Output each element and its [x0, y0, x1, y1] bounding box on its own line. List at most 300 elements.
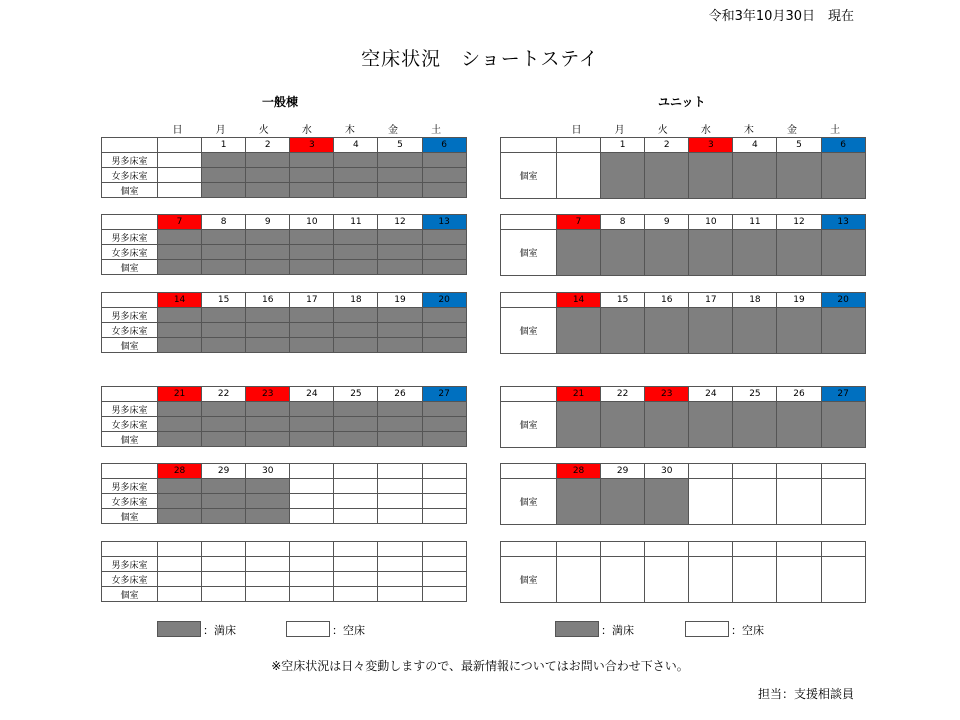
occupancy-cell-full — [422, 432, 466, 447]
calendar-week-general-3 — [101, 292, 467, 353]
date-cell: 22 — [601, 387, 645, 402]
corner-cell — [102, 215, 158, 230]
occupancy-cell-full — [777, 402, 821, 448]
occupancy-cell-full — [689, 153, 733, 199]
weekday-label: 水 — [301, 125, 312, 136]
occupancy-cell-vacant — [158, 168, 202, 183]
occupancy-cell-full — [246, 153, 290, 168]
corner-cell — [501, 387, 557, 402]
as-of-date: 令和3年10月30日 現在 — [708, 9, 854, 24]
occupancy-cell-full — [334, 417, 378, 432]
date-cell: 5 — [378, 138, 422, 153]
occupancy-cell-full — [378, 260, 422, 275]
occupancy-cell-vacant — [777, 557, 821, 603]
occupancy-cell-full — [246, 494, 290, 509]
date-cell: 1 — [202, 138, 246, 153]
occupancy-cell-full — [601, 308, 645, 354]
date-cell — [777, 542, 821, 557]
occupancy-cell-full — [334, 308, 378, 323]
occupancy-cell-full — [422, 338, 466, 353]
date-cell: 29 — [202, 464, 246, 479]
occupancy-cell-full — [290, 153, 334, 168]
date-cell: 18 — [334, 293, 378, 308]
corner-cell — [102, 138, 158, 153]
occupancy-cell-full — [557, 402, 601, 448]
occupancy-cell-full — [290, 168, 334, 183]
room-type-label: 個室 — [102, 260, 158, 275]
occupancy-cell-full — [689, 402, 733, 448]
date-cell: 29 — [601, 464, 645, 479]
occupancy-cell-full — [557, 308, 601, 354]
occupancy-cell-vacant — [557, 153, 601, 199]
date-cell: 14 — [158, 293, 202, 308]
occupancy-cell-vacant — [378, 509, 422, 524]
occupancy-cell-full — [334, 168, 378, 183]
weekday-label: 月 — [614, 125, 625, 136]
occupancy-cell-full — [645, 230, 689, 276]
corner-cell — [501, 215, 557, 230]
occupancy-cell-full — [246, 245, 290, 260]
date-cell: 28 — [557, 464, 601, 479]
occupancy-cell-full — [334, 338, 378, 353]
corner-cell — [102, 387, 158, 402]
occupancy-cell-full — [557, 230, 601, 276]
occupancy-cell-full — [334, 183, 378, 198]
calendar-week-general-6 — [101, 541, 467, 602]
weekday-label: 木 — [743, 125, 754, 136]
occupancy-cell-vacant — [246, 557, 290, 572]
weekday-label: 火 — [657, 125, 668, 136]
date-cell: 22 — [202, 387, 246, 402]
weekday-label: 土 — [830, 125, 841, 136]
occupancy-cell-full — [422, 417, 466, 432]
occupancy-cell-vacant — [290, 494, 334, 509]
date-cell: 28 — [158, 464, 202, 479]
occupancy-cell-vacant — [158, 572, 202, 587]
date-cell — [733, 464, 777, 479]
room-type-label: 男多床室 — [102, 479, 158, 494]
occupancy-cell-full — [422, 168, 466, 183]
occupancy-cell-full — [334, 323, 378, 338]
date-cell — [422, 464, 466, 479]
occupancy-cell-full — [290, 245, 334, 260]
occupancy-cell-vacant — [290, 557, 334, 572]
date-cell: 4 — [733, 138, 777, 153]
room-type-label: 女多床室 — [102, 572, 158, 587]
occupancy-cell-vacant — [158, 153, 202, 168]
occupancy-cell-full — [158, 432, 202, 447]
occupancy-cell-full — [378, 183, 422, 198]
occupancy-cell-full — [202, 245, 246, 260]
corner-cell — [501, 293, 557, 308]
date-cell — [246, 542, 290, 557]
occupancy-cell-vacant — [422, 572, 466, 587]
occupancy-cell-vacant — [158, 557, 202, 572]
date-cell: 20 — [422, 293, 466, 308]
occupancy-cell-full — [334, 432, 378, 447]
occupancy-cell-full — [246, 183, 290, 198]
date-cell: 10 — [689, 215, 733, 230]
date-cell — [689, 542, 733, 557]
occupancy-cell-full — [821, 308, 865, 354]
corner-cell — [501, 542, 557, 557]
date-cell: 8 — [601, 215, 645, 230]
date-cell: 30 — [246, 464, 290, 479]
date-cell: 4 — [334, 138, 378, 153]
occupancy-cell-full — [202, 323, 246, 338]
date-cell: 9 — [645, 215, 689, 230]
date-cell — [645, 542, 689, 557]
occupancy-cell-vacant — [378, 494, 422, 509]
occupancy-cell-full — [645, 153, 689, 199]
calendar-week-general-4 — [101, 386, 467, 447]
calendar-week-general-2 — [101, 214, 467, 275]
room-type-label: 男多床室 — [102, 557, 158, 572]
date-cell: 11 — [733, 215, 777, 230]
occupancy-cell-full — [334, 402, 378, 417]
occupancy-cell-full — [378, 153, 422, 168]
date-cell: 15 — [601, 293, 645, 308]
room-type-label: 個室 — [102, 432, 158, 447]
occupancy-cell-vacant — [378, 587, 422, 602]
occupancy-cell-full — [777, 153, 821, 199]
occupancy-cell-vacant — [821, 557, 865, 603]
date-cell — [290, 464, 334, 479]
date-cell: 6 — [422, 138, 466, 153]
date-cell: 2 — [246, 138, 290, 153]
corner-cell — [102, 293, 158, 308]
occupancy-cell-vacant — [821, 479, 865, 525]
date-cell: 12 — [378, 215, 422, 230]
occupancy-cell-full — [202, 153, 246, 168]
occupancy-cell-full — [422, 308, 466, 323]
contact-person: 担当：支援相談員 — [757, 687, 854, 701]
date-cell: 9 — [246, 215, 290, 230]
occupancy-cell-vacant — [601, 557, 645, 603]
occupancy-cell-vacant — [689, 479, 733, 525]
occupancy-cell-full — [202, 308, 246, 323]
occupancy-cell-full — [158, 260, 202, 275]
occupancy-cell-full — [334, 245, 378, 260]
date-cell — [557, 542, 601, 557]
occupancy-cell-full — [290, 402, 334, 417]
occupancy-cell-full — [821, 230, 865, 276]
corner-cell — [102, 542, 158, 557]
weekday-label: 日 — [172, 125, 183, 136]
occupancy-cell-full — [378, 308, 422, 323]
legend-empty-swatch — [286, 621, 330, 637]
occupancy-cell-full — [290, 308, 334, 323]
occupancy-cell-vacant — [334, 587, 378, 602]
date-cell — [378, 464, 422, 479]
occupancy-cell-full — [202, 402, 246, 417]
occupancy-cell-full — [334, 260, 378, 275]
occupancy-cell-vacant — [422, 587, 466, 602]
weekday-label: 金 — [388, 125, 399, 136]
legend-full-swatch — [157, 621, 201, 637]
occupancy-cell-full — [202, 417, 246, 432]
footer-note: ※空床状況は日々変動しますので、最新情報についてはお問い合わせ下さい。 — [271, 659, 689, 673]
corner-cell — [102, 464, 158, 479]
section-title-unit: ユニット — [658, 95, 706, 109]
calendar-week-general-1 — [101, 137, 467, 198]
occupancy-cell-full — [733, 153, 777, 199]
date-cell: 17 — [290, 293, 334, 308]
date-cell: 13 — [821, 215, 865, 230]
occupancy-cell-full — [290, 183, 334, 198]
calendar-week-unit-2 — [500, 214, 866, 276]
occupancy-cell-vacant — [378, 572, 422, 587]
date-cell — [733, 542, 777, 557]
date-cell: 21 — [557, 387, 601, 402]
date-cell — [202, 542, 246, 557]
occupancy-cell-vacant — [422, 509, 466, 524]
occupancy-cell-vacant — [733, 479, 777, 525]
occupancy-cell-full — [378, 323, 422, 338]
occupancy-cell-full — [246, 338, 290, 353]
legend-full-label: ：満床 — [203, 624, 236, 637]
occupancy-cell-vacant — [689, 557, 733, 603]
room-type-label: 男多床室 — [102, 230, 158, 245]
occupancy-cell-full — [422, 323, 466, 338]
room-type-label: 男多床室 — [102, 308, 158, 323]
occupancy-cell-vacant — [378, 479, 422, 494]
date-cell — [601, 542, 645, 557]
date-cell: 14 — [557, 293, 601, 308]
date-cell: 27 — [422, 387, 466, 402]
occupancy-cell-vacant — [422, 494, 466, 509]
occupancy-cell-full — [202, 432, 246, 447]
calendar-week-unit-3 — [500, 292, 866, 354]
page-title: 空床状況 ショートステイ — [361, 48, 599, 70]
weekday-label: 月 — [215, 125, 226, 136]
occupancy-cell-full — [601, 230, 645, 276]
occupancy-cell-full — [202, 509, 246, 524]
date-cell: 26 — [378, 387, 422, 402]
date-cell: 11 — [334, 215, 378, 230]
date-cell: 19 — [777, 293, 821, 308]
room-type-label: 個室 — [501, 308, 557, 354]
occupancy-cell-full — [158, 308, 202, 323]
occupancy-cell-full — [378, 432, 422, 447]
legend-full-label-unit: ：満床 — [601, 624, 634, 637]
occupancy-cell-vacant — [246, 572, 290, 587]
occupancy-cell-full — [290, 338, 334, 353]
occupancy-cell-full — [601, 479, 645, 525]
legend-empty-swatch-unit — [685, 621, 729, 637]
date-cell: 16 — [246, 293, 290, 308]
occupancy-cell-full — [378, 338, 422, 353]
occupancy-cell-full — [246, 479, 290, 494]
occupancy-cell-vacant — [334, 479, 378, 494]
date-cell: 19 — [378, 293, 422, 308]
date-cell: 7 — [557, 215, 601, 230]
date-cell — [158, 542, 202, 557]
occupancy-cell-vacant — [202, 587, 246, 602]
occupancy-cell-full — [290, 432, 334, 447]
occupancy-cell-vacant — [777, 479, 821, 525]
room-type-label: 個室 — [501, 557, 557, 603]
date-cell — [557, 138, 601, 153]
occupancy-cell-full — [422, 153, 466, 168]
room-type-label: 男多床室 — [102, 153, 158, 168]
date-cell: 17 — [689, 293, 733, 308]
room-type-label: 個室 — [102, 338, 158, 353]
occupancy-cell-full — [158, 245, 202, 260]
corner-cell — [501, 138, 557, 153]
date-cell: 24 — [290, 387, 334, 402]
date-cell — [158, 138, 202, 153]
occupancy-cell-full — [733, 230, 777, 276]
date-cell: 12 — [777, 215, 821, 230]
occupancy-cell-full — [601, 402, 645, 448]
date-cell — [422, 542, 466, 557]
date-cell: 10 — [290, 215, 334, 230]
occupancy-cell-full — [158, 323, 202, 338]
occupancy-cell-vacant — [733, 557, 777, 603]
date-cell — [689, 464, 733, 479]
occupancy-cell-full — [290, 323, 334, 338]
occupancy-cell-full — [158, 417, 202, 432]
room-type-label: 個室 — [501, 230, 557, 276]
occupancy-cell-full — [246, 417, 290, 432]
date-cell — [821, 542, 865, 557]
occupancy-cell-vacant — [290, 479, 334, 494]
room-type-label: 男多床室 — [102, 402, 158, 417]
date-cell — [290, 542, 334, 557]
date-cell: 16 — [645, 293, 689, 308]
calendar-week-unit-1 — [500, 137, 866, 199]
date-cell: 18 — [733, 293, 777, 308]
occupancy-cell-vacant — [290, 509, 334, 524]
date-cell: 8 — [202, 215, 246, 230]
occupancy-cell-full — [202, 494, 246, 509]
occupancy-cell-vacant — [557, 557, 601, 603]
occupancy-cell-vacant — [334, 557, 378, 572]
weekday-label: 火 — [258, 125, 269, 136]
occupancy-cell-vacant — [202, 572, 246, 587]
corner-cell — [501, 464, 557, 479]
occupancy-cell-full — [378, 230, 422, 245]
occupancy-cell-full — [777, 308, 821, 354]
occupancy-cell-full — [378, 417, 422, 432]
occupancy-cell-full — [158, 509, 202, 524]
occupancy-cell-full — [689, 230, 733, 276]
room-type-label: 個室 — [501, 479, 557, 525]
date-cell — [378, 542, 422, 557]
date-cell: 21 — [158, 387, 202, 402]
occupancy-cell-full — [202, 338, 246, 353]
occupancy-cell-vacant — [158, 587, 202, 602]
occupancy-cell-vacant — [290, 587, 334, 602]
room-type-label: 女多床室 — [102, 494, 158, 509]
occupancy-cell-vacant — [645, 557, 689, 603]
room-type-label: 個室 — [501, 402, 557, 448]
date-cell: 5 — [777, 138, 821, 153]
room-type-label: 個室 — [501, 153, 557, 199]
weekday-label: 木 — [344, 125, 355, 136]
date-cell: 25 — [733, 387, 777, 402]
room-type-label: 女多床室 — [102, 417, 158, 432]
date-cell: 3 — [290, 138, 334, 153]
date-cell: 20 — [821, 293, 865, 308]
occupancy-cell-vacant — [158, 183, 202, 198]
room-type-label: 個室 — [102, 587, 158, 602]
occupancy-cell-full — [422, 183, 466, 198]
occupancy-cell-vacant — [334, 509, 378, 524]
occupancy-cell-full — [202, 230, 246, 245]
weekday-header-unit — [500, 121, 857, 136]
room-type-label: 女多床室 — [102, 323, 158, 338]
date-cell: 24 — [689, 387, 733, 402]
occupancy-cell-full — [290, 417, 334, 432]
occupancy-cell-full — [246, 402, 290, 417]
occupancy-cell-full — [557, 479, 601, 525]
occupancy-cell-full — [202, 183, 246, 198]
date-cell: 1 — [601, 138, 645, 153]
occupancy-cell-full — [821, 153, 865, 199]
date-cell: 26 — [777, 387, 821, 402]
legend-empty-label: ：空床 — [332, 624, 365, 637]
date-cell: 2 — [645, 138, 689, 153]
date-cell — [777, 464, 821, 479]
occupancy-cell-vacant — [422, 479, 466, 494]
occupancy-cell-full — [422, 260, 466, 275]
occupancy-cell-full — [158, 494, 202, 509]
calendar-week-general-5 — [101, 463, 467, 524]
occupancy-cell-full — [334, 230, 378, 245]
section-title-general: 一般棟 — [262, 95, 299, 109]
date-cell — [334, 542, 378, 557]
occupancy-cell-vacant — [422, 557, 466, 572]
occupancy-cell-full — [733, 402, 777, 448]
occupancy-cell-full — [378, 402, 422, 417]
occupancy-cell-full — [645, 479, 689, 525]
occupancy-cell-vacant — [290, 572, 334, 587]
occupancy-cell-full — [158, 230, 202, 245]
occupancy-cell-full — [158, 338, 202, 353]
occupancy-cell-full — [290, 230, 334, 245]
occupancy-cell-full — [246, 168, 290, 183]
date-cell: 15 — [202, 293, 246, 308]
occupancy-cell-full — [645, 402, 689, 448]
occupancy-cell-full — [422, 402, 466, 417]
occupancy-cell-full — [246, 432, 290, 447]
date-cell: 7 — [158, 215, 202, 230]
occupancy-cell-full — [202, 260, 246, 275]
occupancy-cell-full — [378, 168, 422, 183]
date-cell: 13 — [422, 215, 466, 230]
weekday-label: 土 — [431, 125, 442, 136]
weekday-label: 水 — [700, 125, 711, 136]
date-cell — [821, 464, 865, 479]
occupancy-cell-vacant — [202, 557, 246, 572]
occupancy-cell-full — [601, 153, 645, 199]
occupancy-cell-full — [202, 479, 246, 494]
occupancy-cell-full — [246, 308, 290, 323]
occupancy-cell-full — [378, 245, 422, 260]
occupancy-cell-full — [246, 323, 290, 338]
room-type-label: 女多床室 — [102, 245, 158, 260]
occupancy-cell-full — [158, 479, 202, 494]
occupancy-cell-full — [290, 260, 334, 275]
room-type-label: 個室 — [102, 509, 158, 524]
occupancy-cell-full — [777, 230, 821, 276]
date-cell — [334, 464, 378, 479]
weekday-header-general — [101, 121, 458, 136]
legend-empty-label-unit: ：空床 — [731, 624, 764, 637]
date-cell: 6 — [821, 138, 865, 153]
